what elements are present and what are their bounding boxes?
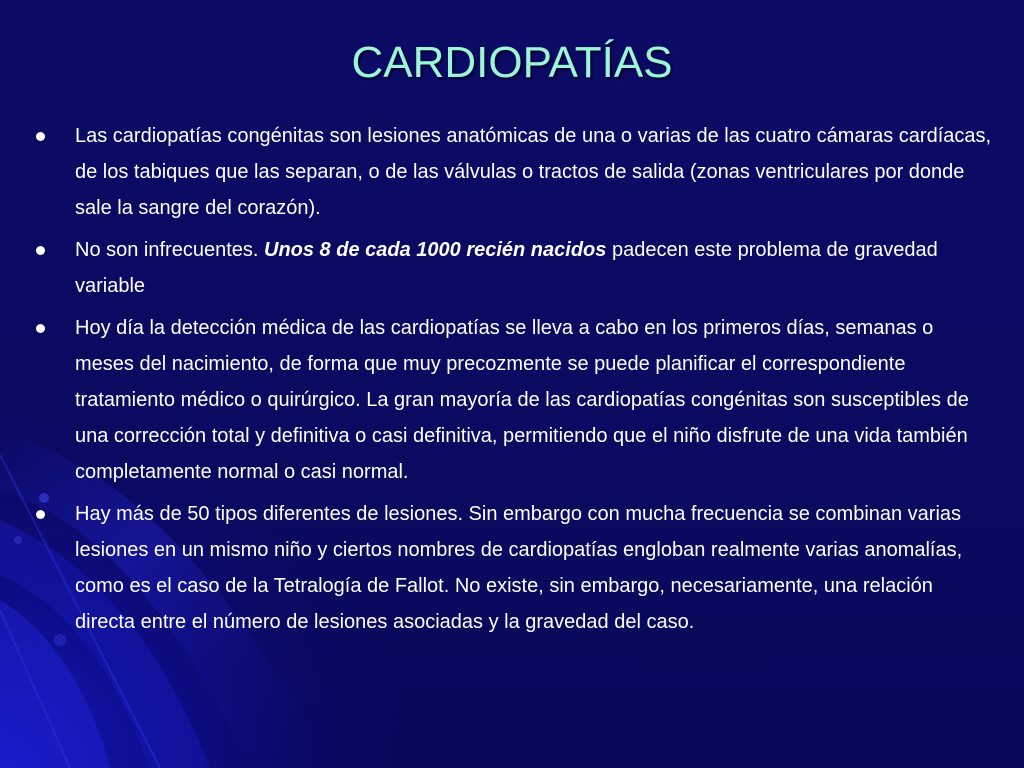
bullet-text: Hay más de 50 tipos diferentes de lesiones. Sin embargo con mucha frecuencia se combinan varias lesiones en un mismo niño y ciertos nombres de cardiopatías engloban realmente varias anomalías, como es el caso de la Tetralogía de Fallot. No existe, sin embargo, necesariamente, una relación directa entre el número de lesiones asociadas y la gravedad del caso. [75,503,963,633]
bullet-list [32,118,992,640]
bullet-dot-icon [36,132,45,141]
bullet-dot-icon [36,324,45,333]
slide-title: CARDIOPATÍAS [351,38,673,87]
bullet-dot-icon [36,510,45,519]
bullet-text: padecen este problema de gravedad variable [75,239,938,297]
bullet-item-3 [32,310,992,490]
bullet-item-2 [32,232,992,304]
bullet-dot-icon [36,246,45,255]
bullet-text: No son infrecuentes. [75,239,264,261]
bullet-text: Las cardiopatías congénitas son lesiones anatómicas de una o varias de las cuatro cámaras cardíacas, de los tabiques que las separan, o de las válvulas o tractos de salida (zonas ventriculares por donde sale la sangre del corazón). [75,125,992,219]
slide-content [32,118,992,646]
bullet-emphasis-text: Unos 8 de cada 1000 recién nacidos [264,239,607,261]
bullet-item-4 [32,496,992,640]
bullet-item-1 [32,118,992,226]
bullet-text: Hoy día la detección médica de las cardiopatías se lleva a cabo en los primeros días, semanas o meses del nacimiento, de forma que muy precozmente se puede planificar el correspondiente tratamiento médico o quirúrgico. La gran mayoría de las cardiopatías congénitas son susceptibles de una corrección total y definitiva o casi definitiva, permitiendo que el niño disfrute de una vida también completamente normal o casi normal. [75,317,969,483]
decor-dot-2 [14,536,22,544]
